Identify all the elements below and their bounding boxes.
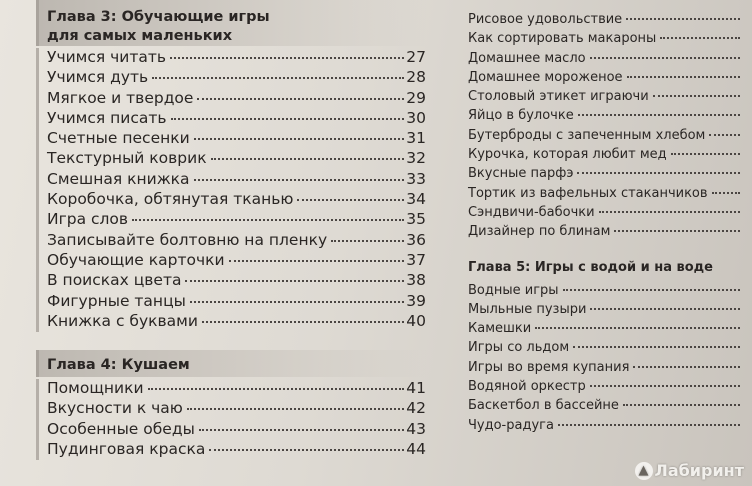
dot-leader — [132, 219, 404, 221]
dot-leader — [190, 301, 404, 303]
toc-entry — [468, 379, 752, 398]
dot-leader — [187, 408, 404, 410]
toc-entry — [39, 440, 426, 460]
toc-entry — [39, 251, 426, 271]
entry-title: В поисках цвета — [47, 271, 182, 290]
toc-entry — [468, 89, 752, 108]
toc-entry — [468, 340, 752, 359]
entry-title: Домашнее мороженое — [468, 69, 623, 85]
entry-page: 28 — [406, 68, 426, 87]
entry-title: Смешная книжка — [47, 169, 190, 188]
entry-title: Учимся писать — [47, 108, 167, 127]
entry-title: Учимся читать — [47, 48, 167, 66]
entry-page: 37 — [406, 250, 426, 269]
chapter-4-continued — [468, 0, 752, 244]
chapter-3-title-line1: Глава 3: Обучающие игры — [47, 9, 270, 25]
entry-page: 32 — [406, 149, 426, 168]
dot-leader — [297, 199, 404, 201]
dot-leader — [170, 57, 404, 59]
entry-page: 40 — [406, 311, 426, 330]
dot-leader — [626, 18, 740, 20]
dot-leader — [660, 37, 740, 39]
toc-entry — [39, 379, 426, 399]
dot-leader — [148, 388, 405, 390]
entry-title: Бутерброды с запеченным хлебом — [468, 127, 706, 143]
entry-title: Коробочка, обтянутая тканью — [47, 190, 294, 209]
toc-left-column — [36, 0, 426, 460]
entry-title: Яйцо в булочке — [468, 108, 574, 124]
toc-entry — [468, 166, 752, 185]
toc-entry — [468, 70, 752, 89]
toc-entry — [39, 231, 426, 251]
entry-title: Фигурные танцы — [47, 291, 186, 310]
dot-leader — [590, 308, 740, 310]
dot-leader — [590, 385, 740, 387]
toc-entry — [39, 399, 426, 419]
entry-title: Рисовое удовольствие — [468, 12, 623, 27]
toc-entry — [39, 68, 426, 88]
dot-leader — [712, 192, 740, 194]
entry-page: 43 — [406, 419, 426, 438]
entry-title: Водные игры — [468, 282, 559, 298]
toc-entry — [468, 360, 752, 379]
entry-title: Водяной оркестр — [468, 379, 586, 395]
dot-leader — [671, 153, 740, 155]
entry-page: 34 — [406, 190, 426, 209]
toc-entry — [39, 170, 426, 190]
dot-leader — [194, 138, 405, 140]
toc-entry — [468, 224, 752, 243]
chapter-3 — [36, 0, 426, 332]
toc-entry — [468, 205, 752, 224]
toc-entry — [468, 398, 752, 417]
entry-page: 30 — [406, 108, 426, 127]
toc-entry — [39, 48, 426, 68]
chapter-5 — [468, 254, 752, 437]
entry-title: Как сортировать макароны — [468, 31, 657, 47]
dot-leader — [209, 449, 404, 451]
entry-page: 33 — [406, 169, 426, 188]
entry-title: Игра слов — [47, 210, 129, 229]
entry-title: Счетные песенки — [47, 129, 190, 148]
toc-entry — [39, 210, 426, 230]
dot-leader — [578, 114, 740, 116]
dot-leader — [577, 172, 740, 174]
dot-leader — [558, 424, 740, 426]
dot-leader — [199, 429, 404, 431]
toc-entry — [468, 321, 752, 340]
dot-leader — [211, 158, 405, 160]
toc-entry — [468, 302, 752, 321]
entry-page: 29 — [406, 88, 426, 107]
toc-entry — [39, 190, 426, 210]
labirint-watermark — [635, 461, 744, 480]
entry-title: Игры со льдом — [468, 340, 570, 356]
labirint-logo-icon: ▲ — [635, 462, 653, 480]
entry-title: Баскетбол в бассейне — [468, 398, 619, 414]
dot-leader — [171, 118, 405, 120]
entry-title: Тортик из вафельных стаканчиков — [468, 185, 708, 201]
entry-title: Особенные обеды — [47, 419, 195, 438]
dot-leader — [197, 98, 404, 100]
toc-entry — [39, 149, 426, 169]
dot-leader — [229, 260, 405, 262]
toc-entry — [468, 108, 752, 127]
toc-right-column — [468, 0, 752, 437]
toc-entry — [39, 292, 426, 312]
chapter-5-heading: Глава 5: Игры с водой и на воде — [468, 259, 713, 275]
entry-title: Мыльные пузыри — [468, 301, 587, 317]
toc-entry — [468, 31, 752, 50]
dot-leader — [599, 211, 740, 213]
toc-entry — [468, 418, 752, 437]
chapter-4 — [36, 350, 426, 460]
entry-title: Вкусные парфэ — [468, 166, 574, 182]
entry-title: Курочка, которая любит мед — [468, 147, 667, 163]
dot-leader — [331, 240, 404, 242]
dot-leader — [152, 77, 404, 79]
watermark-text: Лабиринт — [654, 461, 744, 480]
dot-leader — [573, 346, 740, 348]
entry-title: Книжка с буквами — [47, 311, 198, 330]
dot-leader — [653, 95, 740, 97]
toc-entry — [39, 420, 426, 440]
entry-page: 31 — [406, 129, 426, 148]
entry-title: Помощники — [47, 379, 144, 398]
toc-entry — [39, 89, 426, 109]
entry-page: 27 — [406, 48, 426, 66]
entry-title: Учимся дуть — [47, 68, 149, 87]
dot-leader — [590, 57, 740, 59]
chapter-3-heading — [36, 0, 426, 46]
chapter-3-title-line2: для самых маленьких — [47, 28, 233, 44]
entry-title: Обучающие карточки — [47, 250, 225, 269]
dot-leader — [194, 179, 405, 181]
toc-entry — [39, 109, 426, 129]
entry-title: Камешки — [468, 321, 532, 337]
chapter-4-list — [36, 379, 426, 460]
dot-leader — [185, 280, 404, 282]
chapter-4-heading: Глава 4: Кушаем — [36, 350, 426, 377]
entry-title: Дизайнер по блинам — [468, 224, 611, 240]
dot-leader — [614, 230, 740, 232]
entry-title: Пудинговая краска — [47, 440, 206, 459]
dot-leader — [202, 321, 404, 323]
entry-title: Столовый этикет играючи — [468, 89, 649, 105]
dot-leader — [623, 404, 740, 406]
dot-leader — [563, 289, 740, 291]
entry-title: Записывайте болтовню на пленку — [47, 230, 328, 249]
dot-leader — [535, 327, 740, 329]
entry-page: 35 — [406, 210, 426, 229]
toc-entry — [468, 283, 752, 302]
toc-entry — [468, 186, 752, 205]
entry-title: Домашнее масло — [468, 50, 586, 66]
entry-page: 42 — [406, 399, 426, 418]
entry-title: Мягкое и твердое — [47, 88, 194, 107]
toc-entry — [468, 128, 752, 147]
toc-entry — [39, 312, 426, 332]
toc-entry — [468, 51, 752, 70]
entry-page: 41 — [406, 379, 426, 398]
entry-page: 36 — [406, 230, 426, 249]
toc-entry — [39, 129, 426, 149]
dot-leader — [709, 134, 740, 136]
toc-entry — [468, 147, 752, 166]
entry-title: Сэндвичи-бабочки — [468, 204, 595, 220]
entry-page: 44 — [406, 440, 426, 459]
entry-title: Игры во время купания — [468, 359, 630, 375]
toc-entry — [39, 271, 426, 291]
dot-leader — [633, 366, 740, 368]
entry-title: Чудо-радуга — [468, 417, 554, 433]
chapter-3-list — [36, 48, 426, 332]
entry-page: 39 — [406, 291, 426, 310]
entry-title: Текстурный коврик — [47, 149, 207, 168]
entry-title: Вкусности к чаю — [47, 399, 183, 418]
dot-leader — [627, 76, 740, 78]
entry-page: 38 — [406, 271, 426, 290]
toc-entry — [468, 12, 752, 31]
